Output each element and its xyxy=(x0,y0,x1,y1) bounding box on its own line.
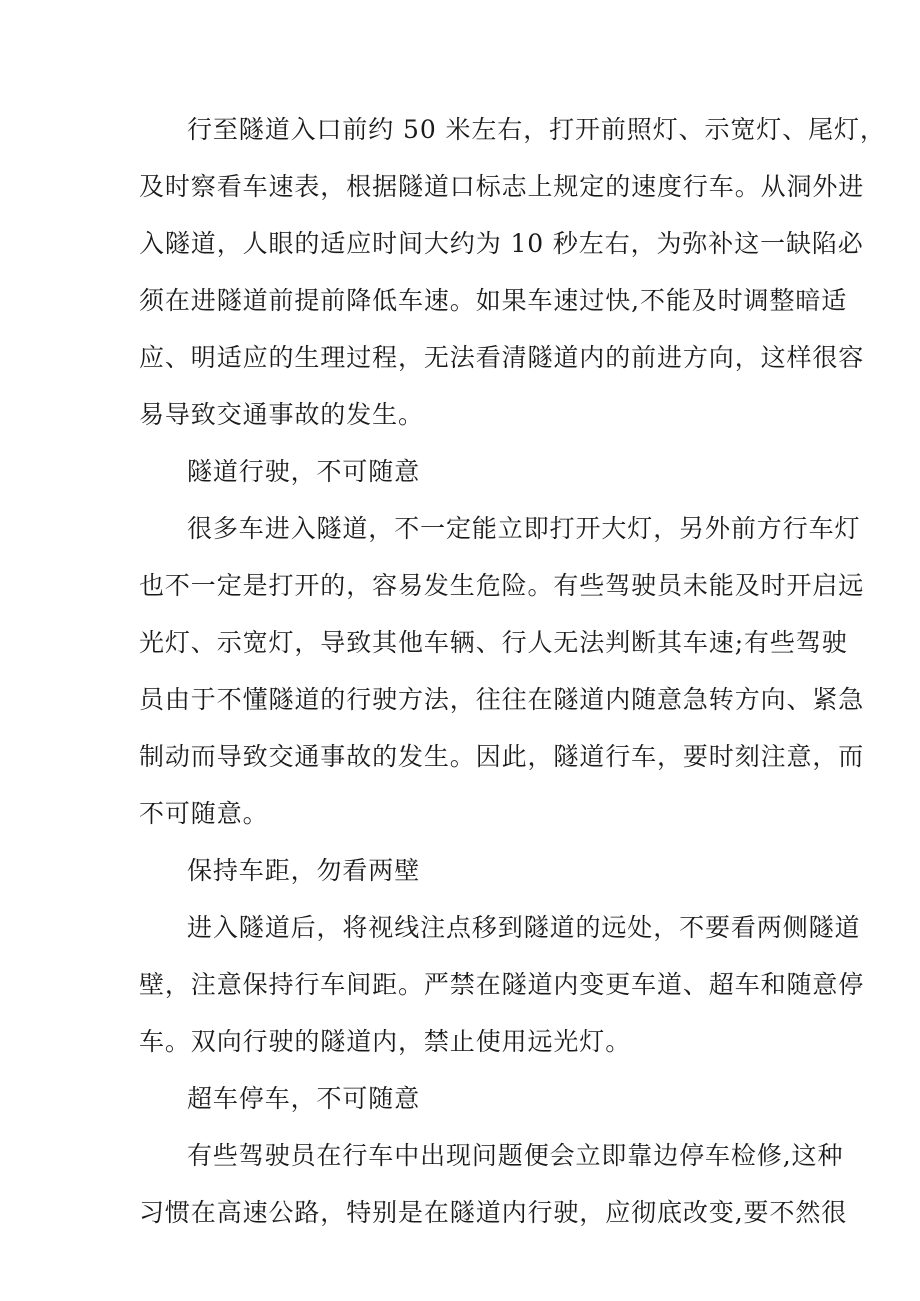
paragraph-line: 及时察看车速表，根据隧道口标志上规定的速度行车。从洞外进 xyxy=(139,172,865,201)
section-heading-1: 隧道行驶，不可随意 xyxy=(187,457,421,486)
paragraph-line: 入隧道，人眼的适应时间大约为 10 秒左右，为弥补这一缺陷必 xyxy=(139,229,864,258)
paragraph-line: 车。双向行驶的隧道内，禁止使用远光灯。 xyxy=(139,1027,632,1056)
section-heading-2: 保持车距，勿看两壁 xyxy=(187,856,421,885)
paragraph-line: 壁，注意保持行车间距。严禁在隧道内变更车道、超车和随意停 xyxy=(139,970,865,999)
paragraph-line: 有些驾驶员在行车中出现问题便会立即靠边停车检修,这种 xyxy=(187,1141,844,1170)
paragraph-line: 制动而导致交通事故的发生。因此，隧道行车，要时刻注意，而 xyxy=(139,742,865,771)
paragraph-line: 须在进隧道前提前降低车速。如果车速过快,不能及时调整暗适 xyxy=(139,286,848,315)
paragraph-line: 光灯、示宽灯，导致其他车辆、行人无法判断其车速;有些驾驶 xyxy=(139,628,848,657)
section-heading-3: 超车停车，不可随意 xyxy=(187,1084,421,1113)
paragraph-line: 习惯在高速公路，特别是在隧道内行驶，应彻底改变,要不然很 xyxy=(139,1198,848,1227)
paragraph-line: 很多车进入隧道，不一定能立即打开大灯，另外前方行车灯 xyxy=(187,514,861,543)
paragraph-line: 员由于不懂隧道的行驶方法，往往在隧道内随意急转方向、紧急 xyxy=(139,685,865,714)
paragraph-line: 应、明适应的生理过程，无法看清隧道内的前进方向，这样很容 xyxy=(139,343,865,372)
paragraph-line: 也不一定是打开的，容易发生危险。有些驾驶员未能及时开启远 xyxy=(139,571,865,600)
paragraph-line: 进入隧道后，将视线注点移到隧道的远处，不要看两侧隧道 xyxy=(187,913,861,942)
paragraph-line: 易导致交通事故的发生。 xyxy=(139,400,424,429)
paragraph-line: 行至隧道入口前约 50 米左右，打开前照灯、示宽灯、尾灯， xyxy=(187,115,886,144)
paragraph-line: 不可随意。 xyxy=(139,799,269,828)
